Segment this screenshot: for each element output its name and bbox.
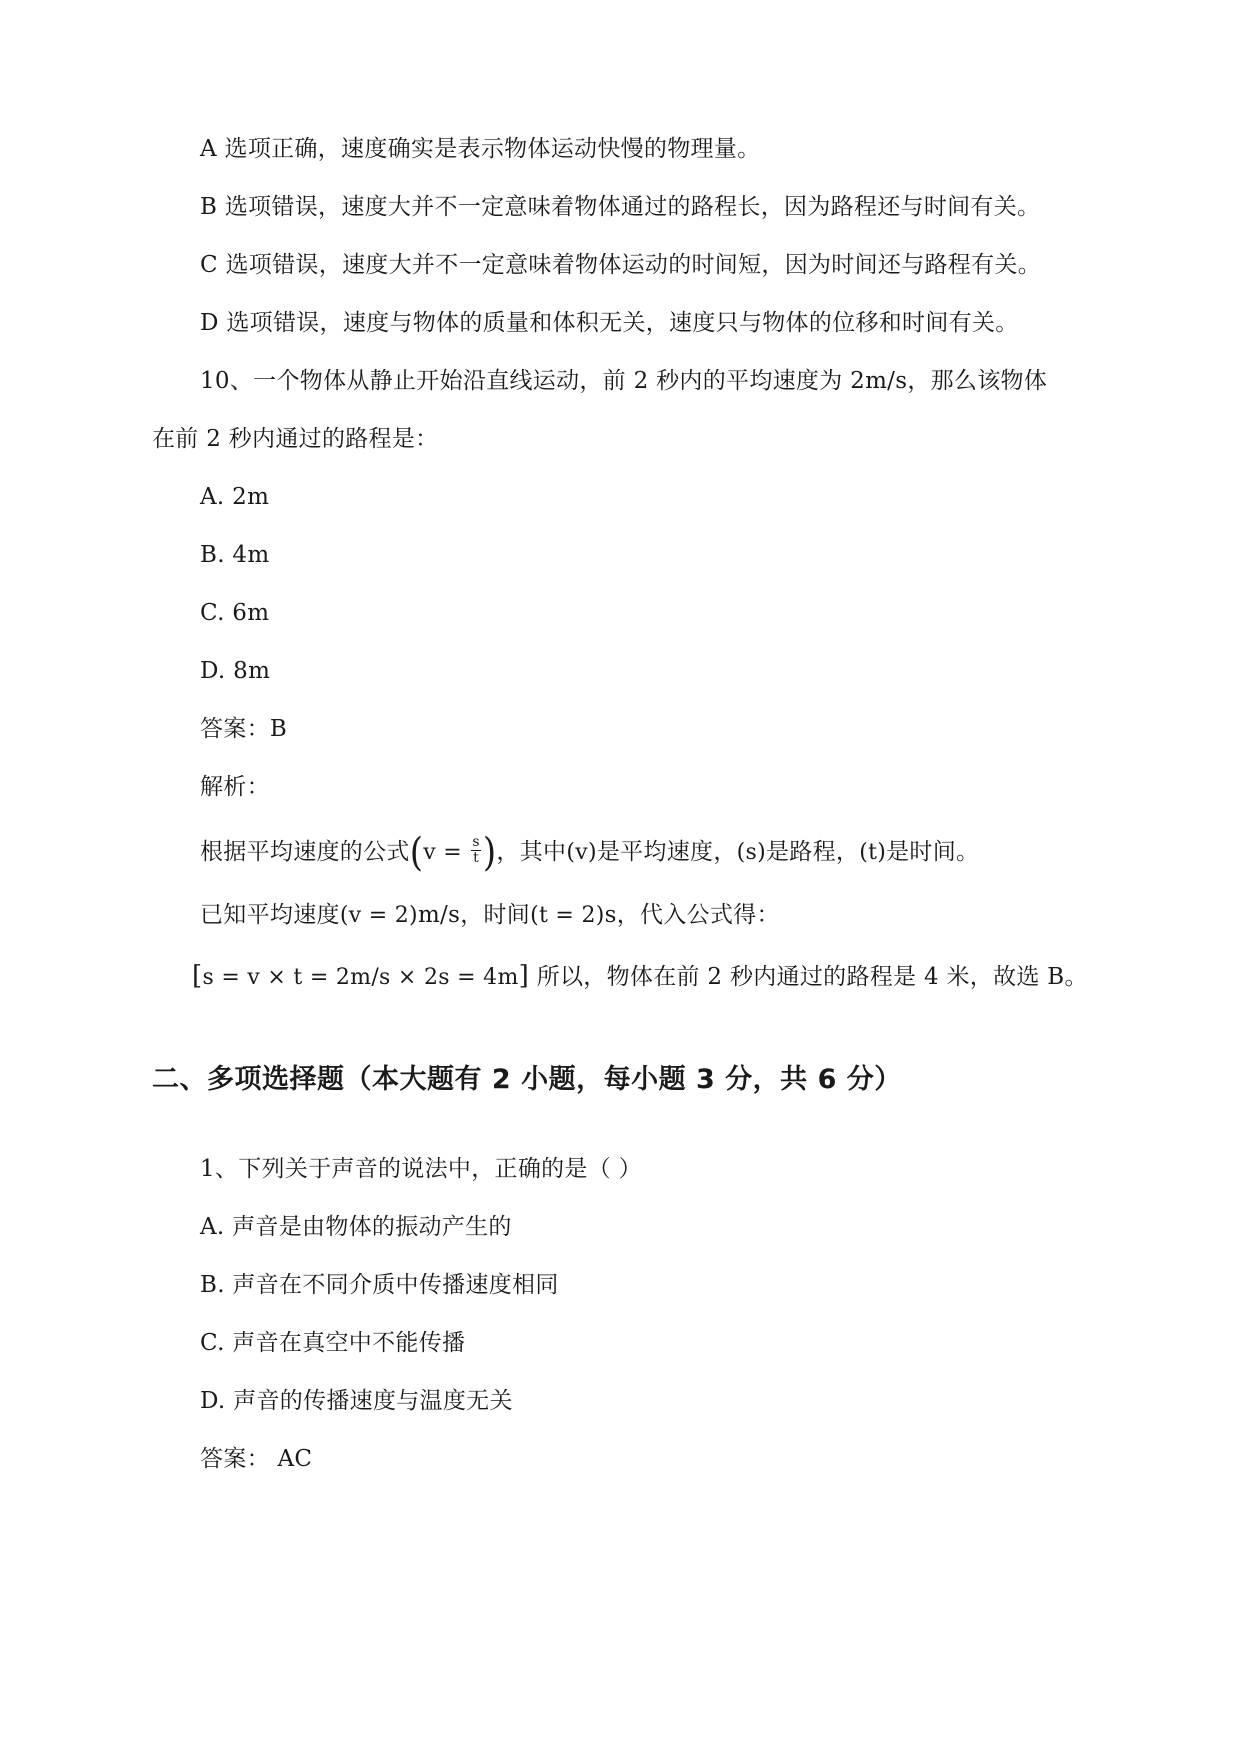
known-mid1: m/s，时间 bbox=[417, 902, 531, 928]
analysis-option-d: D 选项错误，速度与物体的质量和体积无关，速度只与物体的位移和时间有关。 bbox=[200, 310, 1019, 336]
result-line bbox=[192, 960, 1088, 994]
multi-question-1-option-b: B. 声音在不同介质中传播速度相同 bbox=[200, 1272, 559, 1298]
formula-open-paren: ( bbox=[409, 830, 424, 876]
fraction-numerator: s bbox=[472, 833, 480, 850]
question-10-option-c: C. 6m bbox=[200, 600, 270, 626]
formula-line bbox=[200, 830, 980, 876]
symbol-v: (v) bbox=[566, 840, 597, 865]
result-conclusion: 所以，物体在前 2 秒内通过的路程是 4 米，故选 B。 bbox=[529, 964, 1088, 990]
question-10-option-b: B. 4m bbox=[200, 542, 270, 568]
question-10-analysis-label: 解析： bbox=[200, 774, 270, 800]
known-v-value: (v = 2) bbox=[339, 903, 418, 928]
known-values-line bbox=[200, 899, 780, 932]
symbol-s: (s) bbox=[736, 840, 766, 865]
question-10-stem-line2: 在前 2 秒内通过的路程是： bbox=[152, 426, 439, 452]
known-prefix: 已知平均速度 bbox=[200, 902, 340, 928]
analysis-option-c: C 选项错误，速度大并不一定意味着物体运动的时间短，因为时间还与路程有关。 bbox=[200, 252, 1042, 278]
section-2-heading: 二、多项选择题（本大题有 2 小题，每小题 3 分，共 6 分） bbox=[152, 1064, 902, 1095]
formula-mid2: 是平均速度， bbox=[596, 839, 737, 865]
fraction-denominator: t bbox=[473, 849, 480, 866]
question-10-option-d: D. 8m bbox=[200, 658, 271, 684]
result-equation: s = v × t = 2m/s × 2s = 4m bbox=[202, 965, 519, 990]
analysis-option-b: B 选项错误，速度大并不一定意味着物体通过的路程长，因为路程还与时间有关。 bbox=[200, 194, 1041, 220]
symbol-t: (t) bbox=[859, 840, 887, 865]
formula-mid1: ，其中 bbox=[496, 839, 567, 865]
formula-fraction bbox=[471, 835, 481, 866]
multi-question-1-stem: 1、下列关于声音的说法中，正确的是（ ） bbox=[200, 1156, 642, 1182]
multi-question-1-option-d: D. 声音的传播速度与温度无关 bbox=[200, 1388, 513, 1414]
multi-question-1-option-c: C. 声音在真空中不能传播 bbox=[200, 1330, 466, 1356]
question-10-stem-line1: 10、一个物体从静止开始沿直线运动，前 2 秒内的平均速度为 2m/s，那么该物体 bbox=[200, 368, 1048, 394]
formula-v-eq: v = bbox=[423, 840, 470, 865]
question-10-answer: 答案：B bbox=[200, 716, 288, 742]
known-t-value: (t = 2) bbox=[530, 903, 605, 928]
question-10-option-a: A. 2m bbox=[200, 484, 270, 510]
multi-question-1-answer: 答案： AC bbox=[200, 1446, 313, 1472]
multi-question-1-option-a: A. 声音是由物体的振动产生的 bbox=[200, 1214, 512, 1240]
close-bracket: ] bbox=[518, 961, 530, 991]
formula-close-paren: ) bbox=[482, 830, 497, 876]
formula-mid3: 是路程， bbox=[766, 839, 860, 865]
known-suffix: s，代入公式得： bbox=[604, 902, 780, 928]
formula-prefix: 根据平均速度的公式 bbox=[200, 839, 410, 865]
analysis-option-a: A 选项正确，速度确实是表示物体运动快慢的物理量。 bbox=[200, 136, 761, 162]
formula-suffix: 是时间。 bbox=[886, 839, 980, 865]
open-bracket: [ bbox=[192, 961, 203, 991]
